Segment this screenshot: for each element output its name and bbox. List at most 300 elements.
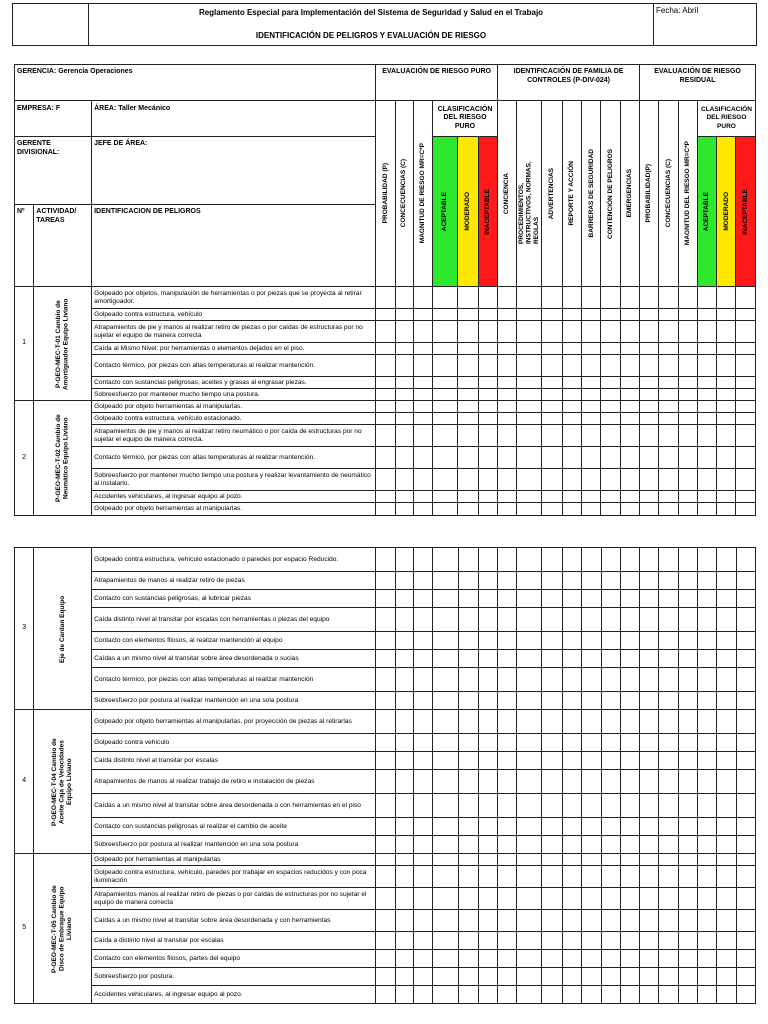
evaluation-cell[interactable] [640, 491, 659, 503]
evaluation-cell[interactable] [698, 632, 717, 650]
evaluation-cell[interactable] [620, 632, 639, 650]
evaluation-cell[interactable] [458, 321, 478, 343]
evaluation-cell[interactable] [736, 968, 755, 986]
evaluation-cell[interactable] [517, 854, 541, 866]
evaluation-cell[interactable] [717, 986, 736, 1004]
evaluation-cell[interactable] [395, 377, 413, 389]
evaluation-cell[interactable] [517, 355, 541, 377]
evaluation-cell[interactable] [413, 854, 432, 866]
evaluation-cell[interactable] [541, 572, 562, 590]
evaluation-cell[interactable] [478, 710, 497, 734]
evaluation-cell[interactable] [395, 491, 413, 503]
evaluation-cell[interactable] [517, 377, 541, 389]
evaluation-cell[interactable] [433, 321, 458, 343]
evaluation-cell[interactable] [413, 752, 432, 770]
evaluation-cell[interactable] [562, 447, 581, 469]
evaluation-cell[interactable] [395, 343, 413, 355]
evaluation-cell[interactable] [601, 854, 620, 866]
evaluation-cell[interactable] [620, 968, 639, 986]
evaluation-cell[interactable] [563, 968, 582, 986]
evaluation-cell[interactable] [433, 932, 458, 950]
evaluation-cell[interactable] [582, 650, 601, 668]
evaluation-cell[interactable] [601, 413, 620, 425]
evaluation-cell[interactable] [640, 425, 659, 447]
evaluation-cell[interactable] [458, 447, 478, 469]
evaluation-cell[interactable] [678, 968, 697, 986]
evaluation-cell[interactable] [678, 572, 697, 590]
evaluation-cell[interactable] [433, 377, 458, 389]
evaluation-cell[interactable] [541, 770, 562, 794]
evaluation-cell[interactable] [478, 447, 497, 469]
evaluation-cell[interactable] [395, 572, 413, 590]
evaluation-cell[interactable] [582, 866, 601, 888]
evaluation-cell[interactable] [717, 836, 736, 854]
evaluation-cell[interactable] [601, 491, 620, 503]
evaluation-cell[interactable] [395, 548, 413, 572]
evaluation-cell[interactable] [395, 632, 413, 650]
evaluation-cell[interactable] [395, 401, 413, 413]
evaluation-cell[interactable] [640, 447, 659, 469]
evaluation-cell[interactable] [678, 910, 697, 932]
evaluation-cell[interactable] [413, 389, 432, 401]
evaluation-cell[interactable] [620, 389, 639, 401]
evaluation-cell[interactable] [458, 866, 478, 888]
evaluation-cell[interactable] [458, 734, 478, 752]
evaluation-cell[interactable] [620, 710, 639, 734]
evaluation-cell[interactable] [478, 950, 497, 968]
evaluation-cell[interactable] [717, 572, 736, 590]
evaluation-cell[interactable] [659, 401, 678, 413]
evaluation-cell[interactable] [478, 389, 497, 401]
evaluation-cell[interactable] [517, 503, 541, 516]
evaluation-cell[interactable] [413, 710, 432, 734]
evaluation-cell[interactable] [517, 932, 541, 950]
evaluation-cell[interactable] [498, 401, 517, 413]
evaluation-cell[interactable] [640, 910, 659, 932]
evaluation-cell[interactable] [698, 650, 717, 668]
evaluation-cell[interactable] [601, 572, 620, 590]
evaluation-cell[interactable] [376, 932, 395, 950]
evaluation-cell[interactable] [562, 491, 581, 503]
evaluation-cell[interactable] [498, 447, 517, 469]
evaluation-cell[interactable] [620, 309, 639, 321]
evaluation-cell[interactable] [582, 950, 601, 968]
evaluation-cell[interactable] [620, 650, 639, 668]
evaluation-cell[interactable] [698, 710, 717, 734]
evaluation-cell[interactable] [659, 287, 678, 309]
evaluation-cell[interactable] [659, 590, 678, 608]
evaluation-cell[interactable] [640, 932, 659, 950]
evaluation-cell[interactable] [458, 770, 478, 794]
evaluation-cell[interactable] [458, 608, 478, 632]
evaluation-cell[interactable] [478, 401, 497, 413]
evaluation-cell[interactable] [563, 836, 582, 854]
evaluation-cell[interactable] [541, 692, 562, 710]
evaluation-cell[interactable] [376, 309, 395, 321]
evaluation-cell[interactable] [478, 752, 497, 770]
evaluation-cell[interactable] [717, 752, 736, 770]
evaluation-cell[interactable] [736, 287, 756, 309]
evaluation-cell[interactable] [717, 632, 736, 650]
evaluation-cell[interactable] [678, 425, 697, 447]
evaluation-cell[interactable] [541, 986, 562, 1004]
evaluation-cell[interactable] [620, 401, 639, 413]
evaluation-cell[interactable] [678, 668, 697, 692]
evaluation-cell[interactable] [659, 309, 678, 321]
evaluation-cell[interactable] [413, 668, 432, 692]
evaluation-cell[interactable] [376, 413, 395, 425]
evaluation-cell[interactable] [582, 287, 601, 309]
evaluation-cell[interactable] [562, 309, 581, 321]
evaluation-cell[interactable] [376, 770, 395, 794]
evaluation-cell[interactable] [562, 413, 581, 425]
evaluation-cell[interactable] [458, 888, 478, 910]
evaluation-cell[interactable] [601, 447, 620, 469]
evaluation-cell[interactable] [736, 794, 755, 818]
evaluation-cell[interactable] [620, 888, 639, 910]
evaluation-cell[interactable] [376, 355, 395, 377]
evaluation-cell[interactable] [620, 608, 639, 632]
evaluation-cell[interactable] [478, 770, 497, 794]
evaluation-cell[interactable] [395, 932, 413, 950]
evaluation-cell[interactable] [458, 469, 478, 491]
evaluation-cell[interactable] [395, 469, 413, 491]
evaluation-cell[interactable] [458, 854, 478, 866]
evaluation-cell[interactable] [498, 950, 517, 968]
evaluation-cell[interactable] [736, 491, 756, 503]
evaluation-cell[interactable] [640, 836, 659, 854]
evaluation-cell[interactable] [563, 986, 582, 1004]
evaluation-cell[interactable] [498, 794, 517, 818]
evaluation-cell[interactable] [659, 910, 678, 932]
evaluation-cell[interactable] [458, 932, 478, 950]
evaluation-cell[interactable] [698, 608, 717, 632]
evaluation-cell[interactable] [498, 355, 517, 377]
evaluation-cell[interactable] [659, 343, 678, 355]
evaluation-cell[interactable] [601, 692, 620, 710]
evaluation-cell[interactable] [678, 866, 697, 888]
evaluation-cell[interactable] [601, 668, 620, 692]
evaluation-cell[interactable] [517, 309, 541, 321]
evaluation-cell[interactable] [717, 734, 736, 752]
evaluation-cell[interactable] [458, 632, 478, 650]
evaluation-cell[interactable] [395, 734, 413, 752]
evaluation-cell[interactable] [395, 413, 413, 425]
evaluation-cell[interactable] [395, 836, 413, 854]
evaluation-cell[interactable] [601, 590, 620, 608]
evaluation-cell[interactable] [376, 950, 395, 968]
evaluation-cell[interactable] [659, 447, 678, 469]
evaluation-cell[interactable] [517, 401, 541, 413]
evaluation-cell[interactable] [478, 910, 497, 932]
evaluation-cell[interactable] [517, 447, 541, 469]
evaluation-cell[interactable] [640, 794, 659, 818]
evaluation-cell[interactable] [478, 572, 497, 590]
evaluation-cell[interactable] [498, 590, 517, 608]
evaluation-cell[interactable] [433, 734, 458, 752]
evaluation-cell[interactable] [413, 355, 432, 377]
evaluation-cell[interactable] [517, 968, 541, 986]
evaluation-cell[interactable] [541, 608, 562, 632]
evaluation-cell[interactable] [678, 447, 697, 469]
evaluation-cell[interactable] [640, 572, 659, 590]
evaluation-cell[interactable] [433, 910, 458, 932]
evaluation-cell[interactable] [376, 854, 395, 866]
evaluation-cell[interactable] [433, 632, 458, 650]
evaluation-cell[interactable] [458, 389, 478, 401]
evaluation-cell[interactable] [563, 650, 582, 668]
evaluation-cell[interactable] [376, 910, 395, 932]
evaluation-cell[interactable] [413, 287, 432, 309]
evaluation-cell[interactable] [458, 343, 478, 355]
evaluation-cell[interactable] [736, 836, 755, 854]
evaluation-cell[interactable] [541, 355, 562, 377]
evaluation-cell[interactable] [478, 590, 497, 608]
evaluation-cell[interactable] [563, 888, 582, 910]
evaluation-cell[interactable] [562, 469, 581, 491]
evaluation-cell[interactable] [413, 401, 432, 413]
evaluation-cell[interactable] [498, 548, 517, 572]
evaluation-cell[interactable] [640, 309, 659, 321]
evaluation-cell[interactable] [697, 389, 716, 401]
evaluation-cell[interactable] [620, 321, 639, 343]
evaluation-cell[interactable] [717, 770, 736, 794]
evaluation-cell[interactable] [517, 888, 541, 910]
evaluation-cell[interactable] [433, 986, 458, 1004]
evaluation-cell[interactable] [413, 650, 432, 668]
evaluation-cell[interactable] [620, 447, 639, 469]
evaluation-cell[interactable] [717, 888, 736, 910]
evaluation-cell[interactable] [659, 377, 678, 389]
evaluation-cell[interactable] [678, 692, 697, 710]
evaluation-cell[interactable] [376, 608, 395, 632]
evaluation-cell[interactable] [478, 794, 497, 818]
evaluation-cell[interactable] [717, 355, 736, 377]
evaluation-cell[interactable] [498, 734, 517, 752]
evaluation-cell[interactable] [395, 794, 413, 818]
evaluation-cell[interactable] [517, 734, 541, 752]
evaluation-cell[interactable] [717, 447, 736, 469]
evaluation-cell[interactable] [517, 770, 541, 794]
evaluation-cell[interactable] [376, 389, 395, 401]
evaluation-cell[interactable] [717, 818, 736, 836]
evaluation-cell[interactable] [376, 632, 395, 650]
evaluation-cell[interactable] [517, 650, 541, 668]
evaluation-cell[interactable] [659, 668, 678, 692]
evaluation-cell[interactable] [601, 752, 620, 770]
evaluation-cell[interactable] [717, 710, 736, 734]
evaluation-cell[interactable] [601, 866, 620, 888]
evaluation-cell[interactable] [698, 794, 717, 818]
evaluation-cell[interactable] [478, 287, 497, 309]
evaluation-cell[interactable] [659, 572, 678, 590]
evaluation-cell[interactable] [620, 752, 639, 770]
evaluation-cell[interactable] [395, 968, 413, 986]
evaluation-cell[interactable] [736, 425, 756, 447]
evaluation-cell[interactable] [620, 866, 639, 888]
evaluation-cell[interactable] [413, 491, 432, 503]
evaluation-cell[interactable] [582, 932, 601, 950]
evaluation-cell[interactable] [541, 968, 562, 986]
evaluation-cell[interactable] [478, 413, 497, 425]
evaluation-cell[interactable] [698, 668, 717, 692]
evaluation-cell[interactable] [640, 650, 659, 668]
evaluation-cell[interactable] [640, 469, 659, 491]
evaluation-cell[interactable] [376, 590, 395, 608]
evaluation-cell[interactable] [498, 469, 517, 491]
evaluation-cell[interactable] [659, 734, 678, 752]
evaluation-cell[interactable] [717, 389, 736, 401]
evaluation-cell[interactable] [678, 503, 697, 516]
evaluation-cell[interactable] [376, 401, 395, 413]
evaluation-cell[interactable] [736, 692, 755, 710]
evaluation-cell[interactable] [736, 668, 755, 692]
evaluation-cell[interactable] [659, 413, 678, 425]
evaluation-cell[interactable] [601, 888, 620, 910]
evaluation-cell[interactable] [582, 986, 601, 1004]
evaluation-cell[interactable] [517, 608, 541, 632]
evaluation-cell[interactable] [376, 548, 395, 572]
evaluation-cell[interactable] [678, 632, 697, 650]
evaluation-cell[interactable] [498, 854, 517, 866]
evaluation-cell[interactable] [620, 770, 639, 794]
evaluation-cell[interactable] [376, 650, 395, 668]
evaluation-cell[interactable] [517, 866, 541, 888]
evaluation-cell[interactable] [395, 425, 413, 447]
evaluation-cell[interactable] [478, 888, 497, 910]
evaluation-cell[interactable] [601, 710, 620, 734]
evaluation-cell[interactable] [517, 572, 541, 590]
evaluation-cell[interactable] [433, 854, 458, 866]
evaluation-cell[interactable] [498, 888, 517, 910]
evaluation-cell[interactable] [541, 794, 562, 818]
evaluation-cell[interactable] [697, 425, 716, 447]
evaluation-cell[interactable] [697, 503, 716, 516]
evaluation-cell[interactable] [541, 836, 562, 854]
evaluation-cell[interactable] [376, 668, 395, 692]
evaluation-cell[interactable] [582, 752, 601, 770]
evaluation-cell[interactable] [498, 343, 517, 355]
evaluation-cell[interactable] [582, 572, 601, 590]
evaluation-cell[interactable] [678, 469, 697, 491]
evaluation-cell[interactable] [498, 503, 517, 516]
evaluation-cell[interactable] [478, 321, 497, 343]
evaluation-cell[interactable] [413, 548, 432, 572]
evaluation-cell[interactable] [717, 548, 736, 572]
evaluation-cell[interactable] [478, 692, 497, 710]
evaluation-cell[interactable] [478, 377, 497, 389]
evaluation-cell[interactable] [678, 650, 697, 668]
evaluation-cell[interactable] [582, 321, 601, 343]
evaluation-cell[interactable] [640, 355, 659, 377]
evaluation-cell[interactable] [376, 572, 395, 590]
evaluation-cell[interactable] [601, 932, 620, 950]
evaluation-cell[interactable] [458, 818, 478, 836]
evaluation-cell[interactable] [736, 986, 755, 1004]
evaluation-cell[interactable] [376, 425, 395, 447]
evaluation-cell[interactable] [736, 932, 755, 950]
evaluation-cell[interactable] [717, 968, 736, 986]
evaluation-cell[interactable] [717, 503, 736, 516]
evaluation-cell[interactable] [678, 377, 697, 389]
evaluation-cell[interactable] [659, 932, 678, 950]
evaluation-cell[interactable] [517, 986, 541, 1004]
evaluation-cell[interactable] [736, 343, 756, 355]
evaluation-cell[interactable] [498, 770, 517, 794]
evaluation-cell[interactable] [395, 503, 413, 516]
evaluation-cell[interactable] [640, 770, 659, 794]
evaluation-cell[interactable] [582, 854, 601, 866]
evaluation-cell[interactable] [563, 866, 582, 888]
evaluation-cell[interactable] [517, 950, 541, 968]
evaluation-cell[interactable] [541, 950, 562, 968]
evaluation-cell[interactable] [541, 548, 562, 572]
evaluation-cell[interactable] [659, 650, 678, 668]
evaluation-cell[interactable] [541, 668, 562, 692]
evaluation-cell[interactable] [620, 425, 639, 447]
evaluation-cell[interactable] [620, 469, 639, 491]
evaluation-cell[interactable] [678, 321, 697, 343]
evaluation-cell[interactable] [582, 910, 601, 932]
evaluation-cell[interactable] [517, 287, 541, 309]
evaluation-cell[interactable] [498, 572, 517, 590]
evaluation-cell[interactable] [413, 950, 432, 968]
evaluation-cell[interactable] [678, 888, 697, 910]
evaluation-cell[interactable] [413, 866, 432, 888]
evaluation-cell[interactable] [395, 770, 413, 794]
evaluation-cell[interactable] [433, 425, 458, 447]
evaluation-cell[interactable] [620, 548, 639, 572]
evaluation-cell[interactable] [698, 866, 717, 888]
evaluation-cell[interactable] [395, 321, 413, 343]
evaluation-cell[interactable] [498, 650, 517, 668]
evaluation-cell[interactable] [697, 413, 716, 425]
evaluation-cell[interactable] [563, 548, 582, 572]
evaluation-cell[interactable] [458, 668, 478, 692]
evaluation-cell[interactable] [697, 491, 716, 503]
evaluation-cell[interactable] [395, 650, 413, 668]
evaluation-cell[interactable] [620, 932, 639, 950]
evaluation-cell[interactable] [717, 321, 736, 343]
evaluation-cell[interactable] [433, 503, 458, 516]
evaluation-cell[interactable] [736, 355, 756, 377]
evaluation-cell[interactable] [458, 836, 478, 854]
evaluation-cell[interactable] [640, 608, 659, 632]
evaluation-cell[interactable] [736, 377, 756, 389]
evaluation-cell[interactable] [736, 818, 755, 836]
evaluation-cell[interactable] [433, 389, 458, 401]
evaluation-cell[interactable] [413, 986, 432, 1004]
evaluation-cell[interactable] [413, 343, 432, 355]
evaluation-cell[interactable] [458, 548, 478, 572]
evaluation-cell[interactable] [498, 425, 517, 447]
evaluation-cell[interactable] [659, 888, 678, 910]
evaluation-cell[interactable] [395, 590, 413, 608]
evaluation-cell[interactable] [717, 309, 736, 321]
evaluation-cell[interactable] [498, 287, 517, 309]
evaluation-cell[interactable] [517, 548, 541, 572]
evaluation-cell[interactable] [659, 854, 678, 866]
evaluation-cell[interactable] [541, 734, 562, 752]
evaluation-cell[interactable] [498, 836, 517, 854]
evaluation-cell[interactable] [736, 503, 756, 516]
evaluation-cell[interactable] [659, 794, 678, 818]
evaluation-cell[interactable] [563, 572, 582, 590]
evaluation-cell[interactable] [697, 309, 716, 321]
evaluation-cell[interactable] [395, 710, 413, 734]
evaluation-cell[interactable] [620, 355, 639, 377]
evaluation-cell[interactable] [413, 794, 432, 818]
